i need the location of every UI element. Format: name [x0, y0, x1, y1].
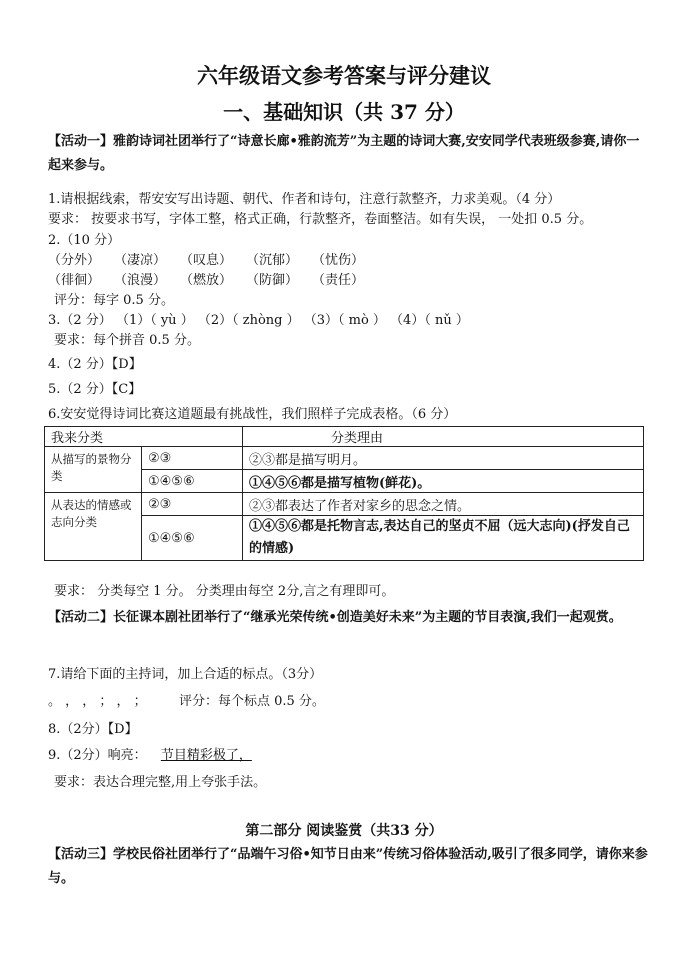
activity-three: 【活动三】学校民俗社团举行了“品端午习俗•知节日由来”传统习俗体验活动,吸引了很多同学，请你来参与。 — [48, 847, 648, 886]
classification-table — [44, 426, 644, 561]
q2-answer: （忧伤） — [312, 253, 365, 268]
q2-answer: （防御） — [246, 273, 299, 288]
q6-text: 6.安安觉得诗词比赛这道题最有挑战性，我们照样子完成表格。（6 分） — [48, 407, 457, 422]
q2-answer: （浪漫） — [114, 273, 167, 288]
table-cell-reason: ②③都表达了作者对家乡的思念之情。 — [243, 493, 644, 516]
section-title: 一、基础知识（共 37 分） — [223, 100, 465, 124]
q7-score: 评分：每个标点 0.5 分。 — [178, 694, 325, 709]
q7-marks — [48, 690, 325, 709]
q8-answer: 8.（2分）【D】 — [48, 722, 138, 737]
table-cell-numbers: ①④⑤⑥ — [142, 516, 243, 561]
table-cell-reason: ①④⑤⑥都是托物言志,表达自己的坚贞不屈（远大志向)(抒发自己的情感) — [243, 516, 644, 561]
q9-head: 9.（2分）响亮： — [48, 748, 147, 763]
q2-row-1 — [48, 249, 378, 268]
q2-answer: （燃放） — [180, 273, 233, 288]
table-row — [45, 493, 644, 516]
q2-answer: （沉郁） — [246, 253, 299, 268]
table-cell-numbers: ②③ — [142, 493, 243, 516]
q2-row-2 — [48, 269, 378, 288]
q2-answer: （凄凉） — [114, 253, 167, 268]
q2-answer: （叹息） — [180, 253, 233, 268]
q9-requirement: 要求：表达合理完整,用上夸张手法。 — [54, 775, 267, 790]
q3-requirement: 要求：每个拼音 0.5 分。 — [54, 333, 200, 348]
table-header-classify: 我来分类 — [45, 427, 243, 447]
q9-answer: 节目精彩极了， — [160, 748, 252, 763]
activity-two: 【活动二】长征课本剧社团举行了“继承光荣传统•创造美好未来”为主题的节目表演,我们一起观赏。 — [48, 610, 622, 625]
q7-text: 7.请给下面的主持词，加上合适的标点。（3分） — [48, 667, 323, 682]
q2-head: 2.（10 分） — [48, 233, 121, 248]
part-two-title: 第二部分 阅读鉴赏（共33 分） — [245, 823, 443, 839]
table-row — [45, 447, 644, 470]
q6-requirement: 要求： 分类每空 1 分。 分类理由每空 2分,言之有理即可。 — [54, 584, 395, 599]
q3-text: 3.（2 分） （1）（ yù ） （2）（ zhòng ） （3）（ mò ） （4）（ nǔ ） — [48, 313, 469, 328]
q7-punctuation: 。 ， ， ； ， ； — [48, 694, 147, 709]
table-cell-reason: ①④⑤⑥都是描写植物(鲜花)。 — [243, 470, 644, 493]
table-header-reason: 分类理由 — [243, 427, 644, 447]
q1-requirement: 要求： 按要求书写，字体工整，格式正确，行款整齐，卷面整洁。如有失误， 一处扣 0.5 分。 — [48, 212, 593, 227]
table-cell-reason: ②③都是描写明月。 — [243, 447, 644, 470]
q1-text: 1.请根据线索，帮安安写出诗题、朝代、作者和诗句，注意行款整齐，力求美观。（4 分） — [48, 192, 561, 207]
table-header-row — [45, 427, 644, 447]
q2-score: 评分：每字 0.5 分。 — [54, 293, 174, 308]
table-group-label: 从描写的景物分类 — [45, 447, 142, 493]
table-group-label: 从表达的情感或志向分类 — [45, 493, 142, 561]
activity-one: 【活动一】雅韵诗词社团举行了“诗意长廊•雅韵流芳”为主题的诗词大赛,安安同学代表班级参赛,请你一起来参与。 — [48, 134, 640, 173]
q2-answer: （徘徊） — [48, 273, 101, 288]
q2-answer: （责任） — [312, 273, 365, 288]
q5-answer: 5.（2 分）【C】 — [48, 382, 142, 397]
q4-answer: 4.（2 分）【D】 — [48, 357, 142, 372]
table-cell-numbers: ①④⑤⑥ — [142, 470, 243, 493]
q2-answer: （分外） — [48, 253, 101, 268]
q9-line — [48, 744, 252, 763]
table-cell-numbers: ②③ — [142, 447, 243, 470]
page-title: 六年级语文参考答案与评分建议 — [197, 63, 491, 88]
